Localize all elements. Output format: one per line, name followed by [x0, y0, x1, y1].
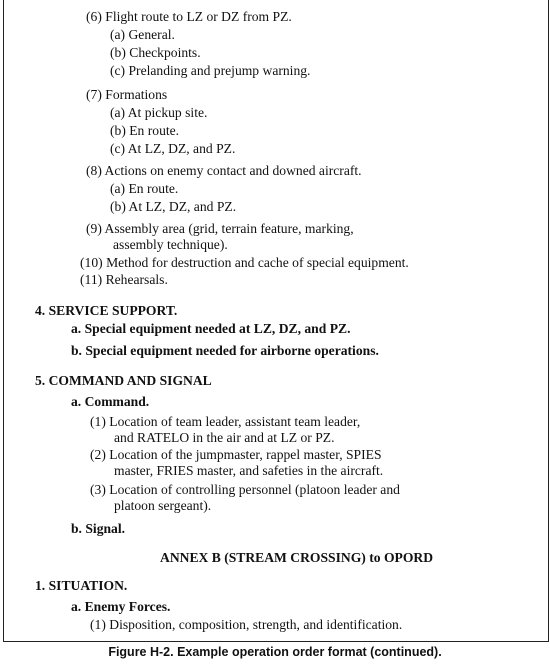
item-enemy-1	[90, 617, 402, 633]
subitem-8b: (b) At LZ, DZ, and PZ.	[110, 199, 237, 214]
subsection-5b: b. Signal.	[71, 521, 126, 536]
item-number: (1)	[90, 617, 106, 632]
subitem-7c: (c) At LZ, DZ, and PZ.	[110, 141, 236, 156]
item-6	[86, 9, 292, 25]
item-9-continuation: assembly technique).	[113, 237, 228, 252]
item-text: Flight route to LZ or DZ from PZ.	[105, 9, 292, 24]
subitem-6a: (a) General.	[110, 27, 175, 42]
item-text: Rehearsals.	[105, 272, 168, 287]
item-7	[86, 87, 167, 103]
item-text: Location of the jumpmaster, rappel master, SPIES	[109, 447, 382, 462]
item-number: (3)	[90, 482, 106, 497]
item-text: Method for destruction and cache of special equipment.	[106, 255, 409, 270]
section-heading-situation: 1. SITUATION.	[35, 578, 128, 593]
item-number: (6)	[86, 9, 102, 24]
item-number: (1)	[90, 414, 106, 429]
item-text: Formations	[105, 87, 168, 102]
item-text: Location of controlling personnel (platoon leader and	[109, 482, 400, 497]
item-9	[86, 221, 354, 237]
subitem-8a: (a) En route.	[110, 181, 179, 196]
subsection-enemy-forces: a. Enemy Forces.	[71, 599, 171, 614]
section-heading-service-support: 4. SERVICE SUPPORT.	[35, 303, 178, 318]
subitem-7b: (b) En route.	[110, 123, 180, 138]
subsection-4a: a. Special equipment needed at LZ, DZ, and PZ.	[71, 321, 351, 336]
item-number: (7)	[86, 87, 102, 102]
item-10	[80, 255, 409, 271]
item-number: (2)	[90, 447, 106, 462]
subsection-5a: a. Command.	[71, 394, 150, 409]
subsection-4b: b. Special equipment needed for airborne operations.	[71, 343, 379, 358]
item-5a-2-continuation: master, FRIES master, and safeties in the aircraft.	[114, 463, 384, 478]
item-5a-3-continuation: platoon sergeant).	[114, 498, 212, 513]
item-text: Location of team leader, assistant team leader,	[109, 414, 361, 429]
annex-title: ANNEX B (STREAM CROSSING) to OPORD	[160, 550, 434, 565]
subitem-6b: (b) Checkpoints.	[110, 45, 201, 60]
item-8	[86, 163, 362, 179]
item-text: Assembly area (grid, terrain feature, marking,	[104, 221, 354, 236]
item-number: (9)	[86, 221, 102, 236]
item-number: (10)	[80, 255, 103, 270]
item-number: (8)	[86, 163, 102, 178]
item-5a-1-continuation: and RATELO in the air and at LZ or PZ.	[114, 430, 335, 445]
item-5a-1	[90, 414, 360, 430]
item-text: Actions on enemy contact and downed aircraft.	[104, 163, 362, 178]
figure-caption: Figure H-2. Example operation order format (continued).	[108, 645, 442, 659]
subitem-6c: (c) Prelanding and prejump warning.	[110, 63, 311, 78]
subitem-7a: (a) At pickup site.	[110, 105, 208, 120]
item-5a-3	[90, 482, 400, 498]
item-5a-2	[90, 447, 382, 463]
item-number: (11)	[80, 272, 103, 287]
section-heading-command-signal: 5. COMMAND AND SIGNAL	[35, 373, 212, 388]
item-text: Disposition, composition, strength, and identification.	[109, 617, 403, 632]
item-11	[80, 272, 168, 288]
